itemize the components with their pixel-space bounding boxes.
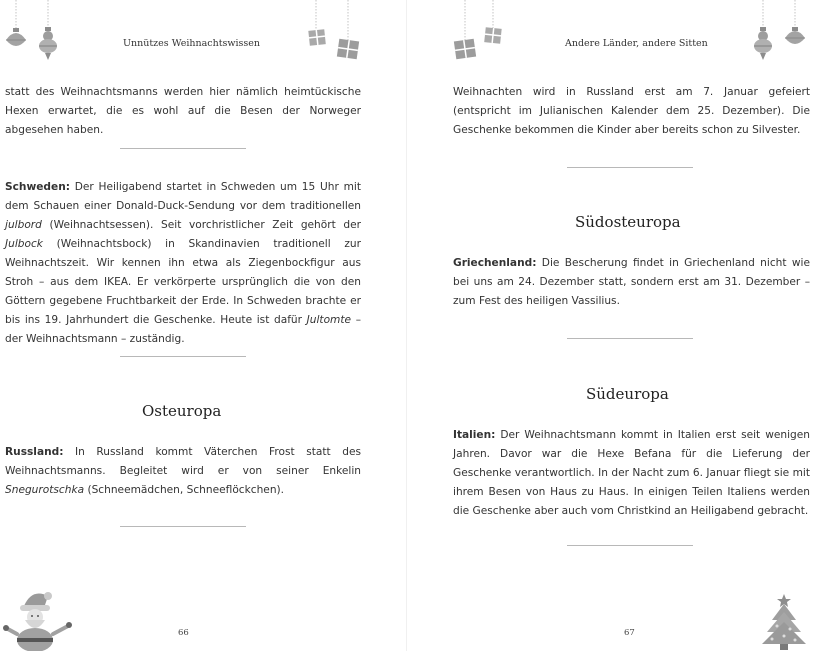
gift-icon xyxy=(451,0,511,66)
divider xyxy=(567,338,693,339)
divider xyxy=(120,356,246,357)
greece-label: Griechenland: xyxy=(453,257,537,269)
running-header: Unnützes Weihnachtswissen xyxy=(123,38,261,49)
gift-icon xyxy=(300,0,366,66)
ornament-icon xyxy=(749,0,814,64)
right-page xyxy=(407,0,814,651)
christmas-tree-icon xyxy=(757,592,812,651)
section-title-osteuropa: Osteuropa xyxy=(142,402,222,420)
intro-paragraph: Weihnachten wird in Russland erst am 7. Januar gefeiert (entspricht im Julianischen Kalender dem 25. Dezember). Die Geschenke bekommen die Kinder aber bereits schon zu Silvester. xyxy=(453,86,810,136)
greece-paragraph: Griechenland: Die Bescherung findet in Griechenland nicht wie bei uns am 24. Dezember statt, sondern erst am 31. Dezember – zum Fest des heiligen Vassilius. xyxy=(453,257,810,307)
section-title-suedeuropa: Südeuropa xyxy=(586,385,669,403)
russia-label: Russland: xyxy=(5,446,64,458)
santa-icon xyxy=(2,588,74,651)
italy-label: Italien: xyxy=(453,429,496,441)
ornament-icon xyxy=(2,0,62,64)
russia-paragraph: Russland: In Russland kommt Väterchen Frost statt des Weihnachtsmanns. Begleitet wird er von seiner Enkelin Snegurotschka (Schneemädchen, Schneeflöckchen). xyxy=(5,446,361,496)
divider xyxy=(120,148,246,149)
divider xyxy=(567,545,693,546)
sweden-paragraph: Schweden: Der Heiligabend startet in Schweden um 15 Uhr mit dem Schauen einer Donald-Duck-Sendung vor dem traditionellen julbord (Weihnachtsessen). Seit vorchristlicher Zeit gehört der Julbock (Weihnachtsbock) in Skandinavien traditionell zur Weihnachtszeit. Wir kennen ihn etwa als Ziegenbockfigur aus Stroh – aus dem IKEA. Er verkörperte ursprünglich die von den Göttern gegebene Fruchtbarkeit der Erde. In Schweden brachte er bis ins 19. Jahrhundert die Geschenke. Heute ist dafür Jultomte – der Weihnachtsmann – zuständig. xyxy=(5,181,361,345)
intro-paragraph: statt des Weihnachtsmanns werden hier nämlich heimtückische Hexen erwartet, die es wohl auf die Besen der Norweger abgesehen haben. xyxy=(5,86,361,136)
page-number: 67 xyxy=(624,628,635,638)
section-title-suedosteuropa: Südosteuropa xyxy=(575,213,681,231)
page-number: 66 xyxy=(178,628,189,638)
italy-paragraph: Italien: Der Weihnachtsmann kommt in Italien erst seit wenigen Jahren. Davor war die Hexe Befana für die Lieferung der Geschenke verantwortlich. In der Nacht zum 6. Januar fliegt sie mit ihrem Besen von Haus zu Haus. In einigen Teilen Italiens werden die Geschenke aber auch vom Christkind an Heiligabend gebracht. xyxy=(453,429,810,517)
sweden-label: Schweden: xyxy=(5,181,70,193)
divider xyxy=(120,526,246,527)
divider xyxy=(567,167,693,168)
running-header: Andere Länder, andere Sitten xyxy=(565,38,708,49)
